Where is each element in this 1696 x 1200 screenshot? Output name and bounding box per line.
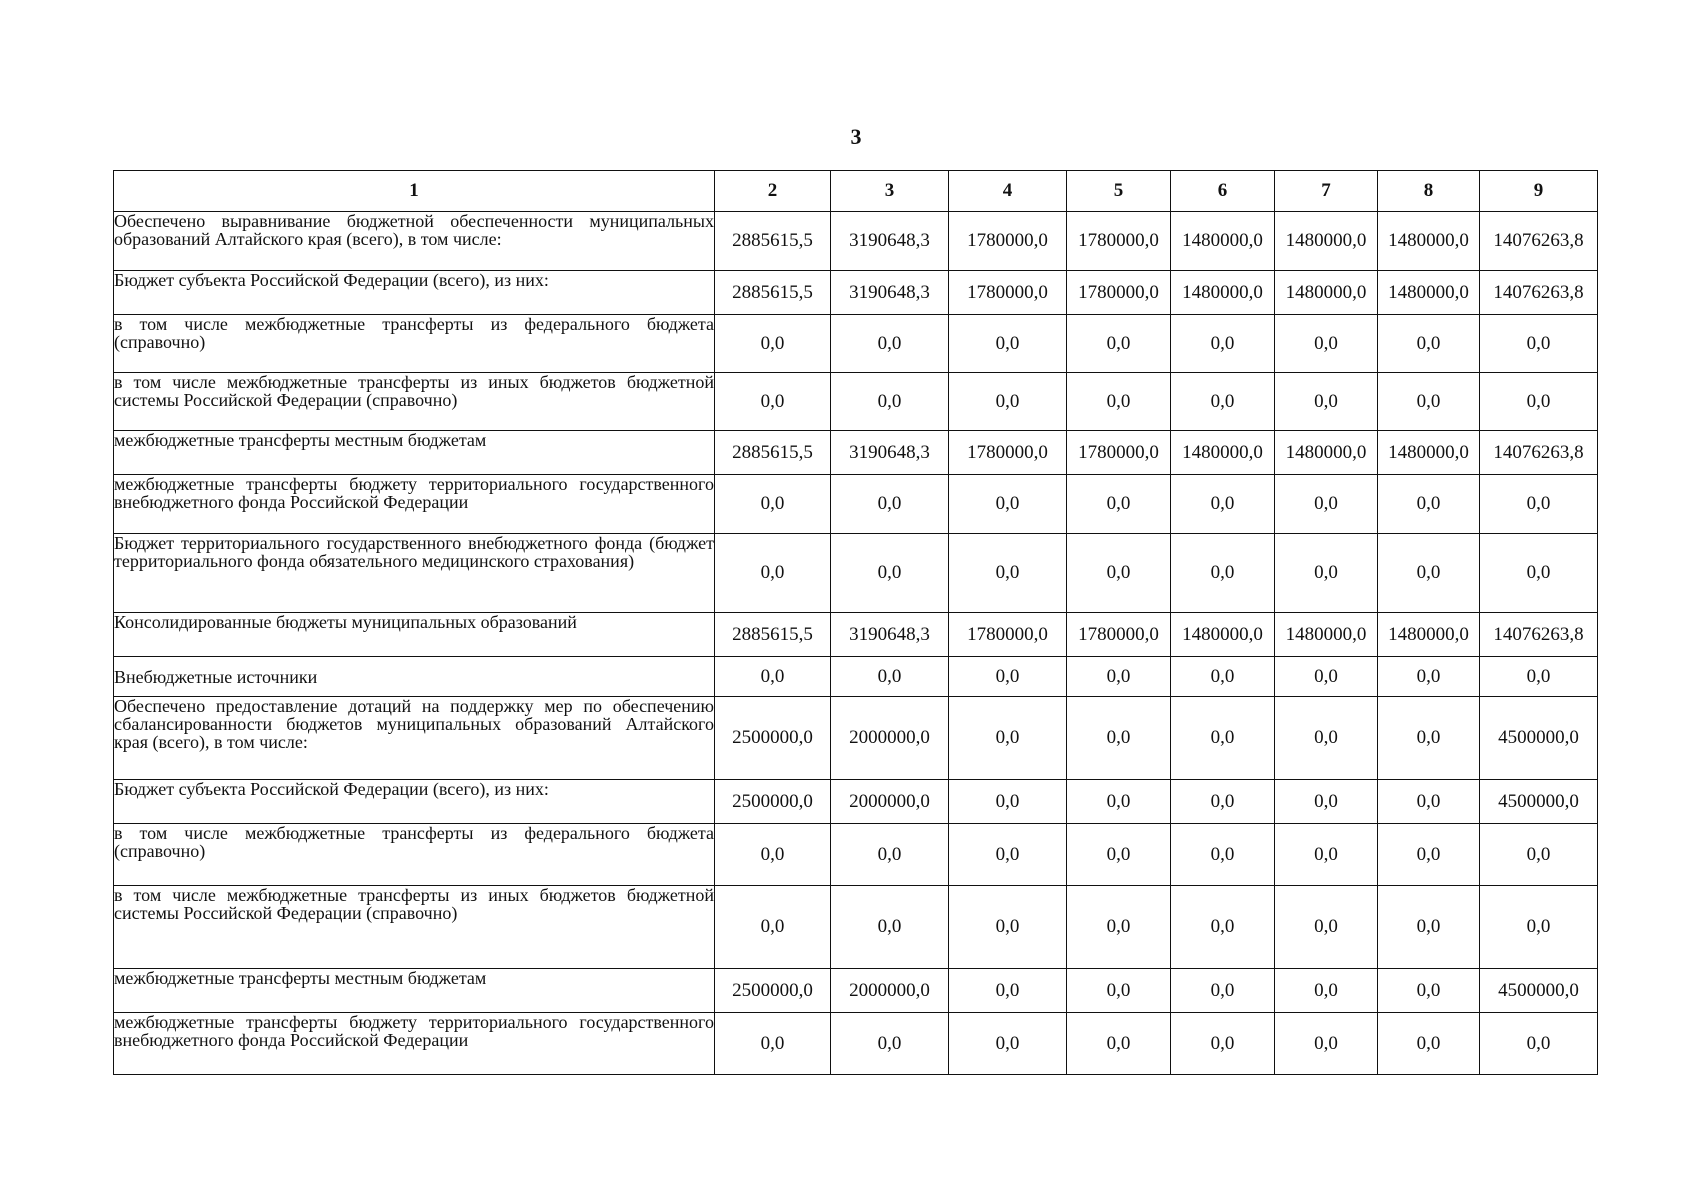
value-cell: 0,0 bbox=[949, 886, 1067, 969]
value-cell: 2885615,5 bbox=[715, 212, 831, 271]
value-cell: 0,0 bbox=[831, 1013, 949, 1075]
row-label: межбюджетные трансферты бюджету территориального государственного внебюджетного фонда Российской Федерации bbox=[114, 1013, 715, 1075]
value-cell: 1480000,0 bbox=[1275, 613, 1378, 657]
value-cell: 14076263,8 bbox=[1480, 271, 1598, 315]
value-cell: 0,0 bbox=[1067, 534, 1171, 613]
value-cell: 0,0 bbox=[1378, 886, 1480, 969]
value-cell: 1480000,0 bbox=[1171, 431, 1275, 475]
value-cell: 0,0 bbox=[1275, 373, 1378, 431]
value-cell: 3190648,3 bbox=[831, 613, 949, 657]
table-row bbox=[114, 886, 1598, 969]
row-label: Бюджет субъекта Российской Федерации (всего), из них: bbox=[114, 271, 715, 315]
table-row bbox=[114, 315, 1598, 373]
value-cell: 0,0 bbox=[1480, 373, 1598, 431]
value-cell: 0,0 bbox=[1171, 373, 1275, 431]
value-cell: 3190648,3 bbox=[831, 212, 949, 271]
value-cell: 0,0 bbox=[1378, 780, 1480, 824]
value-cell: 2000000,0 bbox=[831, 697, 949, 780]
value-cell: 2500000,0 bbox=[715, 697, 831, 780]
value-cell: 14076263,8 bbox=[1480, 431, 1598, 475]
value-cell: 0,0 bbox=[1275, 315, 1378, 373]
value-cell: 0,0 bbox=[1067, 969, 1171, 1013]
value-cell: 14076263,8 bbox=[1480, 613, 1598, 657]
value-cell: 0,0 bbox=[1275, 780, 1378, 824]
row-label: межбюджетные трансферты местным бюджетам bbox=[114, 431, 715, 475]
value-cell: 0,0 bbox=[1275, 534, 1378, 613]
value-cell: 0,0 bbox=[949, 373, 1067, 431]
value-cell: 0,0 bbox=[1275, 475, 1378, 534]
value-cell: 0,0 bbox=[1067, 373, 1171, 431]
value-cell: 0,0 bbox=[1171, 780, 1275, 824]
table-row bbox=[114, 373, 1598, 431]
value-cell: 0,0 bbox=[1067, 315, 1171, 373]
value-cell: 0,0 bbox=[831, 824, 949, 886]
table-row bbox=[114, 697, 1598, 780]
value-cell: 0,0 bbox=[715, 824, 831, 886]
table-row bbox=[114, 969, 1598, 1013]
value-cell: 0,0 bbox=[949, 697, 1067, 780]
value-cell: 1480000,0 bbox=[1171, 613, 1275, 657]
value-cell: 0,0 bbox=[1378, 697, 1480, 780]
table-row bbox=[114, 212, 1598, 271]
row-label: межбюджетные трансферты бюджету территориального государственного внебюджетного фонда Российской Федерации bbox=[114, 475, 715, 534]
column-header: 8 bbox=[1378, 171, 1480, 212]
value-cell: 0,0 bbox=[1067, 824, 1171, 886]
value-cell: 4500000,0 bbox=[1480, 697, 1598, 780]
column-header: 7 bbox=[1275, 171, 1378, 212]
value-cell: 1780000,0 bbox=[1067, 431, 1171, 475]
value-cell: 2000000,0 bbox=[831, 780, 949, 824]
value-cell: 0,0 bbox=[1275, 886, 1378, 969]
value-cell: 0,0 bbox=[949, 534, 1067, 613]
table-row bbox=[114, 613, 1598, 657]
value-cell: 2500000,0 bbox=[715, 969, 831, 1013]
value-cell: 2500000,0 bbox=[715, 780, 831, 824]
value-cell: 0,0 bbox=[831, 475, 949, 534]
value-cell: 0,0 bbox=[1171, 969, 1275, 1013]
row-label: в том числе межбюджетные трансферты из иных бюджетов бюджетной системы Российской Федерации (справочно) bbox=[114, 373, 715, 431]
value-cell: 1780000,0 bbox=[1067, 613, 1171, 657]
value-cell: 4500000,0 bbox=[1480, 780, 1598, 824]
value-cell: 0,0 bbox=[949, 315, 1067, 373]
value-cell: 0,0 bbox=[715, 315, 831, 373]
value-cell: 0,0 bbox=[1480, 475, 1598, 534]
value-cell: 0,0 bbox=[1171, 475, 1275, 534]
value-cell: 0,0 bbox=[715, 657, 831, 697]
table-row bbox=[114, 824, 1598, 886]
value-cell: 0,0 bbox=[1378, 315, 1480, 373]
row-label: в том числе межбюджетные трансферты из иных бюджетов бюджетной системы Российской Федерации (справочно) bbox=[114, 886, 715, 969]
row-label: Обеспечено выравнивание бюджетной обеспеченности муниципальных образований Алтайского края (всего), в том числе: bbox=[114, 212, 715, 271]
value-cell: 0,0 bbox=[1480, 657, 1598, 697]
value-cell: 0,0 bbox=[1378, 969, 1480, 1013]
value-cell: 1480000,0 bbox=[1378, 271, 1480, 315]
column-header: 4 bbox=[949, 171, 1067, 212]
value-cell: 2000000,0 bbox=[831, 969, 949, 1013]
value-cell: 3190648,3 bbox=[831, 271, 949, 315]
value-cell: 1780000,0 bbox=[1067, 212, 1171, 271]
header-row bbox=[114, 171, 1598, 212]
value-cell: 0,0 bbox=[715, 534, 831, 613]
value-cell: 0,0 bbox=[715, 373, 831, 431]
value-cell: 1780000,0 bbox=[1067, 271, 1171, 315]
value-cell: 0,0 bbox=[831, 315, 949, 373]
value-cell: 0,0 bbox=[1378, 475, 1480, 534]
value-cell: 0,0 bbox=[1171, 824, 1275, 886]
table-row bbox=[114, 780, 1598, 824]
value-cell: 0,0 bbox=[1275, 697, 1378, 780]
value-cell: 0,0 bbox=[715, 886, 831, 969]
value-cell: 0,0 bbox=[1171, 886, 1275, 969]
value-cell: 0,0 bbox=[1275, 657, 1378, 697]
value-cell: 0,0 bbox=[1378, 657, 1480, 697]
value-cell: 1480000,0 bbox=[1275, 212, 1378, 271]
value-cell: 0,0 bbox=[1275, 1013, 1378, 1075]
value-cell: 1480000,0 bbox=[1378, 431, 1480, 475]
value-cell: 0,0 bbox=[1275, 969, 1378, 1013]
page-number: 3 bbox=[850, 124, 862, 149]
value-cell: 1780000,0 bbox=[949, 212, 1067, 271]
column-header: 5 bbox=[1067, 171, 1171, 212]
value-cell: 0,0 bbox=[949, 657, 1067, 697]
value-cell: 0,0 bbox=[1171, 1013, 1275, 1075]
column-header: 6 bbox=[1171, 171, 1275, 212]
value-cell: 4500000,0 bbox=[1480, 969, 1598, 1013]
value-cell: 3190648,3 bbox=[831, 431, 949, 475]
value-cell: 2885615,5 bbox=[715, 271, 831, 315]
row-label: Консолидированные бюджеты муниципальных образований bbox=[114, 613, 715, 657]
value-cell: 0,0 bbox=[1067, 697, 1171, 780]
value-cell: 0,0 bbox=[831, 657, 949, 697]
column-header: 2 bbox=[715, 171, 831, 212]
value-cell: 0,0 bbox=[949, 969, 1067, 1013]
table-row bbox=[114, 534, 1598, 613]
value-cell: 0,0 bbox=[1067, 657, 1171, 697]
row-label: межбюджетные трансферты местным бюджетам bbox=[114, 969, 715, 1013]
value-cell: 0,0 bbox=[1171, 534, 1275, 613]
value-cell: 0,0 bbox=[715, 1013, 831, 1075]
row-label: Бюджет территориального государственного внебюджетного фонда (бюджет территориального фонда обязательного медицинского страхования) bbox=[114, 534, 715, 613]
row-label: Обеспечено предоставление дотаций на поддержку мер по обеспечению сбалансированности бюджетов муниципальных образований Алтайского края (всего), в том числе: bbox=[114, 697, 715, 780]
value-cell: 1480000,0 bbox=[1171, 212, 1275, 271]
value-cell: 0,0 bbox=[831, 373, 949, 431]
value-cell: 0,0 bbox=[715, 475, 831, 534]
value-cell: 0,0 bbox=[1480, 315, 1598, 373]
table-row bbox=[114, 657, 1598, 697]
value-cell: 1480000,0 bbox=[1171, 271, 1275, 315]
value-cell: 1780000,0 bbox=[949, 271, 1067, 315]
value-cell: 0,0 bbox=[1378, 1013, 1480, 1075]
value-cell: 2885615,5 bbox=[715, 431, 831, 475]
value-cell: 0,0 bbox=[1480, 886, 1598, 969]
value-cell: 1480000,0 bbox=[1378, 613, 1480, 657]
value-cell: 0,0 bbox=[1275, 824, 1378, 886]
value-cell: 0,0 bbox=[1171, 697, 1275, 780]
table-row bbox=[114, 271, 1598, 315]
value-cell: 0,0 bbox=[1171, 315, 1275, 373]
value-cell: 2885615,5 bbox=[715, 613, 831, 657]
value-cell: 1480000,0 bbox=[1378, 212, 1480, 271]
value-cell: 0,0 bbox=[949, 475, 1067, 534]
row-label: в том числе межбюджетные трансферты из федерального бюджета (справочно) bbox=[114, 315, 715, 373]
value-cell: 0,0 bbox=[1378, 534, 1480, 613]
value-cell: 1480000,0 bbox=[1275, 271, 1378, 315]
value-cell: 0,0 bbox=[1067, 475, 1171, 534]
column-header: 1 bbox=[114, 171, 715, 212]
table-body bbox=[114, 212, 1598, 1075]
value-cell: 14076263,8 bbox=[1480, 212, 1598, 271]
value-cell: 0,0 bbox=[1480, 1013, 1598, 1075]
value-cell: 0,0 bbox=[1480, 534, 1598, 613]
table-row bbox=[114, 475, 1598, 534]
row-label: Внебюджетные источники bbox=[114, 657, 715, 697]
value-cell: 0,0 bbox=[1067, 1013, 1171, 1075]
value-cell: 0,0 bbox=[949, 824, 1067, 886]
value-cell: 1780000,0 bbox=[949, 613, 1067, 657]
table-row bbox=[114, 431, 1598, 475]
value-cell: 0,0 bbox=[831, 534, 949, 613]
budget-table bbox=[113, 170, 1598, 1075]
value-cell: 0,0 bbox=[1171, 657, 1275, 697]
row-label: Бюджет субъекта Российской Федерации (всего), из них: bbox=[114, 780, 715, 824]
value-cell: 0,0 bbox=[949, 780, 1067, 824]
row-label: в том числе межбюджетные трансферты из федерального бюджета (справочно) bbox=[114, 824, 715, 886]
value-cell: 0,0 bbox=[1067, 886, 1171, 969]
value-cell: 1780000,0 bbox=[949, 431, 1067, 475]
value-cell: 0,0 bbox=[1378, 373, 1480, 431]
column-header: 9 bbox=[1480, 171, 1598, 212]
column-header: 3 bbox=[831, 171, 949, 212]
value-cell: 0,0 bbox=[1378, 824, 1480, 886]
value-cell: 0,0 bbox=[831, 886, 949, 969]
value-cell: 0,0 bbox=[949, 1013, 1067, 1075]
value-cell: 0,0 bbox=[1480, 824, 1598, 886]
value-cell: 1480000,0 bbox=[1275, 431, 1378, 475]
value-cell: 0,0 bbox=[1067, 780, 1171, 824]
table-row bbox=[114, 1013, 1598, 1075]
